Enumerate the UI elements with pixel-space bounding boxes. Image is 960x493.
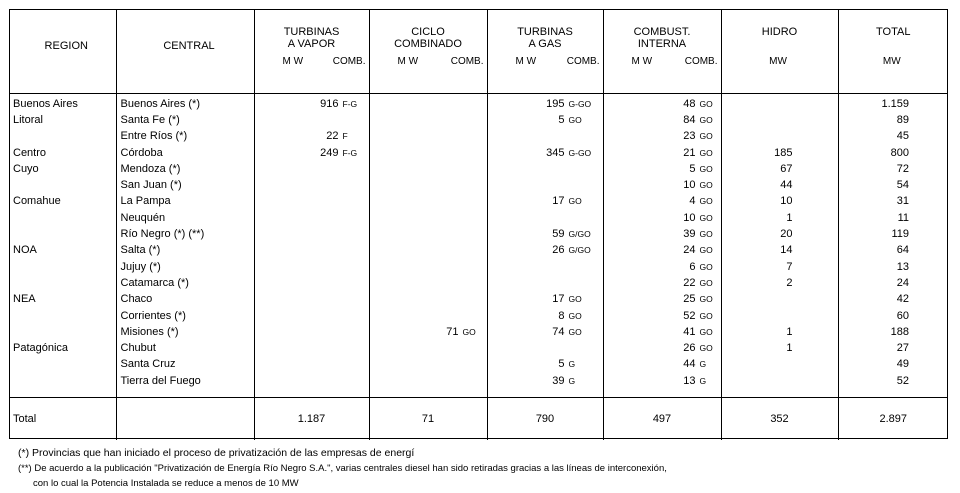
- cell-total: 11: [897, 211, 909, 224]
- table-row: [9, 177, 948, 193]
- cell-central: La Pampa: [116, 194, 254, 210]
- cell-vapor: [254, 226, 369, 242]
- cell-ci: 25 GO: [603, 292, 721, 308]
- cell-central: Chaco: [116, 292, 254, 308]
- table-row: [9, 357, 948, 373]
- cell-gas: [487, 177, 603, 193]
- total-vapor: 1.187: [254, 398, 369, 441]
- cell-central: Corrientes (*): [116, 308, 254, 324]
- cell-cc: [369, 194, 487, 210]
- cell-hidro: 10: [721, 194, 838, 210]
- cell-total: 60: [896, 309, 909, 322]
- table-row: [9, 340, 948, 356]
- cell-hidro: 20: [721, 226, 838, 242]
- cell-region: [9, 177, 116, 193]
- cell-gas: [487, 129, 603, 145]
- cell-hidro: [721, 292, 838, 308]
- cell-ci: 52 GO: [603, 308, 721, 324]
- cell-central: Chubut: [116, 340, 254, 356]
- cell-cc: [369, 259, 487, 275]
- cell-hidro: 1: [721, 340, 838, 356]
- cell-hidro: [721, 112, 838, 128]
- cell-cc: [369, 357, 487, 373]
- cell-cc: [369, 275, 487, 291]
- cell-region: [9, 210, 116, 226]
- cell-ci: 22 GO: [603, 275, 721, 291]
- cell-cc: [369, 161, 487, 177]
- total-label: Total: [9, 398, 116, 441]
- spacer-row: [9, 389, 948, 398]
- header-ciclo-combinado: CICLO COMBINADO M W COMB.: [369, 9, 487, 94]
- cell-vapor: [254, 161, 369, 177]
- cell-total: 64: [896, 244, 909, 257]
- table-row: [9, 94, 948, 113]
- cell-region: [9, 373, 116, 389]
- cell-cc: 71 GO: [369, 324, 487, 340]
- cell-gas: 195 G-GO: [487, 94, 603, 113]
- cell-vapor: [254, 357, 369, 373]
- cell-hidro: [721, 357, 838, 373]
- cell-region: Patagónica: [9, 340, 116, 356]
- cell-vapor: [254, 324, 369, 340]
- cell-central: Santa Cruz: [116, 357, 254, 373]
- cell-central: San Juan (*): [116, 177, 254, 193]
- cell-hidro: [721, 373, 838, 389]
- cell-ci: 41 GO: [603, 324, 721, 340]
- cell-vapor: 22 F: [254, 129, 369, 145]
- cell-ci: 13 G: [603, 373, 721, 389]
- cell-total: 188: [890, 325, 909, 338]
- footnote-1: (*) Provincias que han iniciado el proceso de privatización de las empresas de energí: [18, 447, 415, 459]
- cell-region: [9, 357, 116, 373]
- footnote-3: con lo cual la Potencia Instalada se reduce a menos de 10 MW: [33, 478, 299, 489]
- cell-vapor: [254, 292, 369, 308]
- cell-gas: [487, 210, 603, 226]
- cell-hidro: 1: [721, 210, 838, 226]
- cell-gas: 26 G/GO: [487, 243, 603, 259]
- cell-cc: [369, 373, 487, 389]
- cell-gas: 74 GO: [487, 324, 603, 340]
- header-combust-interna: COMBUST. INTERNA M W COMB.: [603, 9, 721, 94]
- cell-cc: [369, 243, 487, 259]
- cell-cc: [369, 308, 487, 324]
- cell-cc: [369, 129, 487, 145]
- cell-ci: 84 GO: [603, 112, 721, 128]
- cell-central: Catamarca (*): [116, 275, 254, 291]
- cell-region: Cuyo: [9, 161, 116, 177]
- cell-vapor: [254, 177, 369, 193]
- cell-total: 800: [890, 146, 909, 159]
- footnotes: [18, 446, 667, 491]
- cell-total: 31: [896, 195, 909, 208]
- cell-total: 42: [896, 293, 909, 306]
- table-row: [9, 324, 948, 340]
- cell-ci: 5 GO: [603, 161, 721, 177]
- cell-total: 52: [896, 374, 909, 387]
- cell-central: Río Negro (*) (**): [116, 226, 254, 242]
- cell-hidro: 67: [721, 161, 838, 177]
- cell-region: [9, 226, 116, 242]
- cell-ci: 4 GO: [603, 194, 721, 210]
- table-row: [9, 112, 948, 128]
- cell-vapor: 249 F-G: [254, 145, 369, 161]
- cell-gas: 5 G: [487, 357, 603, 373]
- cell-vapor: [254, 210, 369, 226]
- cell-ci: 23 GO: [603, 129, 721, 145]
- cell-region: Comahue: [9, 194, 116, 210]
- cell-ci: 10 GO: [603, 177, 721, 193]
- cell-total: 24: [896, 276, 909, 289]
- cell-total: 27: [896, 342, 909, 355]
- cell-gas: 5 GO: [487, 112, 603, 128]
- cell-gas: 17 GO: [487, 194, 603, 210]
- cell-vapor: [254, 243, 369, 259]
- table-row: [9, 129, 948, 145]
- header-turbinas-vapor: TURBINAS A VAPOR M W COMB.: [254, 9, 369, 94]
- cell-hidro: 2: [721, 275, 838, 291]
- table-row: [9, 275, 948, 291]
- cell-central: Jujuy (*): [116, 259, 254, 275]
- cell-ci: 26 GO: [603, 340, 721, 356]
- table-row: [9, 308, 948, 324]
- cell-vapor: [254, 112, 369, 128]
- cell-gas: [487, 340, 603, 356]
- cell-gas: 345 G-GO: [487, 145, 603, 161]
- table-row: [9, 373, 948, 389]
- cell-total: 45: [896, 130, 909, 143]
- cell-hidro: 44: [721, 177, 838, 193]
- cell-gas: [487, 161, 603, 177]
- cell-total: 1.159: [881, 97, 909, 110]
- cell-cc: [369, 292, 487, 308]
- cell-region: [9, 129, 116, 145]
- cell-gas: [487, 275, 603, 291]
- cell-central: Neuquén: [116, 210, 254, 226]
- cell-vapor: [254, 308, 369, 324]
- cell-gas: 59 G/GO: [487, 226, 603, 242]
- cell-ci: 10 GO: [603, 210, 721, 226]
- cell-region: [9, 308, 116, 324]
- cell-region: NOA: [9, 243, 116, 259]
- total-central-empty: [116, 398, 254, 441]
- cell-total: 119: [891, 228, 909, 241]
- cell-gas: [487, 259, 603, 275]
- header-turbinas-gas: TURBINAS A GAS M W COMB.: [487, 9, 603, 94]
- cell-total: 49: [896, 358, 909, 371]
- cell-gas: 8 GO: [487, 308, 603, 324]
- cell-vapor: [254, 373, 369, 389]
- cell-central: Misiones (*): [116, 324, 254, 340]
- total-hidro: 352: [721, 398, 838, 441]
- cell-ci: 48 GO: [603, 94, 721, 113]
- cell-region: [9, 259, 116, 275]
- cell-vapor: [254, 259, 369, 275]
- cell-hidro: [721, 129, 838, 145]
- cell-hidro: 7: [721, 259, 838, 275]
- cell-central: Santa Fe (*): [116, 112, 254, 128]
- cell-region: Litoral: [9, 112, 116, 128]
- cell-region: Buenos Aires: [9, 94, 116, 113]
- cell-central: Salta (*): [116, 243, 254, 259]
- cell-gas: 39 G: [487, 373, 603, 389]
- header-row: [9, 9, 948, 94]
- cell-central: Tierra del Fuego: [116, 373, 254, 389]
- cell-cc: [369, 145, 487, 161]
- power-capacity-table: [9, 9, 948, 440]
- header-total: TOTAL MW: [838, 9, 948, 94]
- table-row: [9, 243, 948, 259]
- cell-total: 72: [896, 162, 909, 175]
- cell-gas: 17 GO: [487, 292, 603, 308]
- cell-central: Entre Ríos (*): [116, 129, 254, 145]
- cell-ci: 24 GO: [603, 243, 721, 259]
- cell-ci: 44 G: [603, 357, 721, 373]
- cell-cc: [369, 94, 487, 113]
- table-row: [9, 292, 948, 308]
- cell-hidro: 1: [721, 324, 838, 340]
- cell-vapor: [254, 275, 369, 291]
- cell-vapor: 916 F-G: [254, 94, 369, 113]
- total-total: 2.897: [879, 413, 908, 426]
- footnote-2: (**) De acuerdo a la publicación "Privatización de Energía Río Negro S.A.", varias centrales diesel han sido retiradas gracias a las líneas de interconexión,: [18, 463, 667, 474]
- cell-total: 13: [896, 260, 909, 273]
- total-row: [9, 398, 948, 441]
- cell-hidro: 14: [721, 243, 838, 259]
- table-row: [9, 226, 948, 242]
- cell-region: [9, 275, 116, 291]
- header-central: CENTRAL: [116, 9, 254, 94]
- cell-region: Centro: [9, 145, 116, 161]
- cell-vapor: [254, 340, 369, 356]
- table-row: [9, 145, 948, 161]
- cell-vapor: [254, 194, 369, 210]
- cell-region: [9, 324, 116, 340]
- cell-central: Buenos Aires (*): [116, 94, 254, 113]
- table-row: [9, 210, 948, 226]
- cell-ci: 39 GO: [603, 226, 721, 242]
- table-row: [9, 194, 948, 210]
- total-gas: 790: [487, 398, 603, 441]
- cell-total: 54: [896, 179, 909, 192]
- cell-ci: 6 GO: [603, 259, 721, 275]
- cell-ci: 21 GO: [603, 145, 721, 161]
- total-combust: 497: [603, 398, 721, 441]
- table-row: [9, 259, 948, 275]
- cell-cc: [369, 226, 487, 242]
- cell-cc: [369, 340, 487, 356]
- header-region: REGION: [9, 9, 116, 94]
- table-row: [9, 161, 948, 177]
- cell-cc: [369, 112, 487, 128]
- total-ciclo: 71: [369, 398, 487, 441]
- cell-total: 89: [896, 113, 909, 126]
- cell-central: Córdoba: [116, 145, 254, 161]
- cell-cc: [369, 210, 487, 226]
- cell-hidro: [721, 94, 838, 113]
- cell-region: NEA: [9, 292, 116, 308]
- cell-hidro: 185: [721, 145, 838, 161]
- header-hidro: HIDRO MW: [721, 9, 838, 94]
- cell-central: Mendoza (*): [116, 161, 254, 177]
- cell-cc: [369, 177, 487, 193]
- cell-hidro: [721, 308, 838, 324]
